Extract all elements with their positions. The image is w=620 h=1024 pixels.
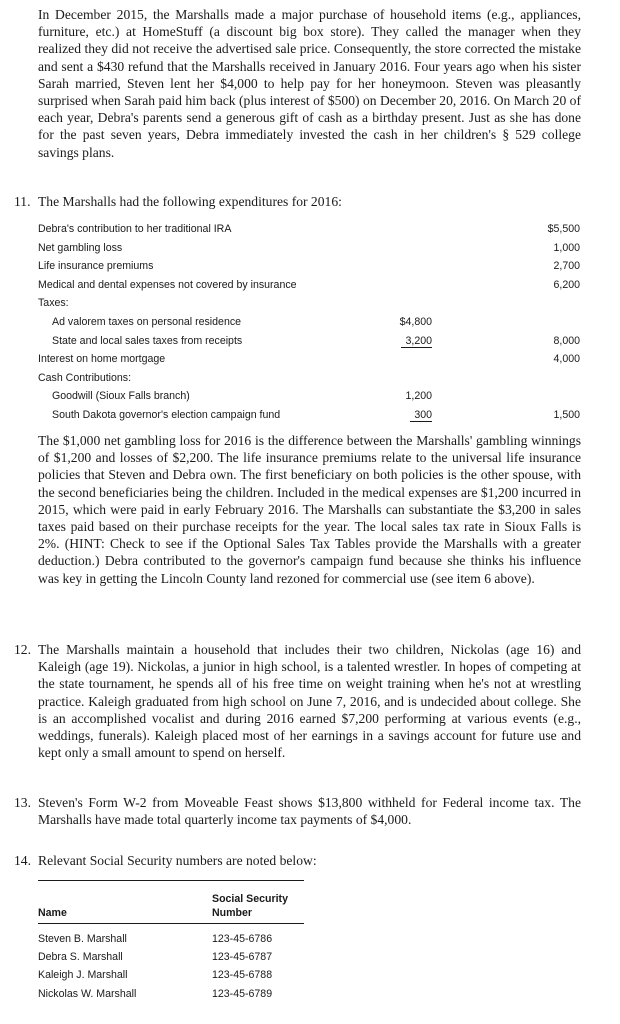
expenditure-subamount-value: 300 <box>410 409 432 422</box>
expenditure-label: Cash Contributions: <box>38 371 132 384</box>
expenditure-row <box>38 257 584 276</box>
expenditure-subamount: $4,800 <box>399 315 432 328</box>
item-12 <box>14 641 581 761</box>
expenditure-label: Interest on home mortgage <box>38 353 166 366</box>
ssn-table-header <box>38 881 304 923</box>
ssn-table-body <box>38 924 304 1003</box>
expenditure-row <box>38 387 584 406</box>
expenditure-amount: $5,500 <box>547 223 580 235</box>
ssn-value: 123-45-6789 <box>212 987 273 1000</box>
ssn-table <box>38 880 304 1003</box>
item-11-lead: The Marshalls had the following expenditures for 2016: <box>38 194 342 209</box>
expenditures-table <box>38 220 584 425</box>
header-name: Name <box>38 907 67 919</box>
expenditure-amount: 1,500 <box>553 408 580 421</box>
expenditure-label: State and local sales taxes from receipts <box>52 334 243 347</box>
header-ssn-line2: Number <box>212 907 253 919</box>
expenditure-row <box>38 239 584 258</box>
expenditure-subamount-underlined <box>390 332 432 351</box>
table-row <box>38 930 304 948</box>
item-number: 12. <box>14 642 31 657</box>
expenditure-amount: 8,000 <box>553 334 580 347</box>
item-12-text: The Marshalls maintain a household that includes their two children, Nickolas (age 16) and Kaleigh (age 19). Nickolas, a junior in high school, is a talented wrestler. In hopes of competing at the state tournament, he spends all of his free time on weight training when he's not at wrestling practice. Kaleigh graduated from high school on June 7, 2016, and is undecided about college. She is an accomplished vocalist and during 2016 earned $7,200 performing at various events (e.g., weddings, funerals). Kaleigh placed most of her earnings in a savings account for future use and kept only a small amount to spend on herself. <box>38 642 581 761</box>
item-13-text: Steven's Form W-2 from Moveable Feast shows $13,800 withheld for Federal income tax. The Marshalls have made total quarterly income tax payments of $4,000. <box>38 795 581 828</box>
ssn-value: 123-45-6786 <box>212 933 273 945</box>
expenditure-subamount-value: 3,200 <box>401 335 432 348</box>
expenditure-amount: 4,000 <box>553 353 580 366</box>
expenditure-label: Debra's contribution to her traditional IRA <box>38 223 232 235</box>
expenditure-label: Life insurance premiums <box>38 260 154 273</box>
expenditure-label: South Dakota governor's election campaign fund <box>52 408 281 421</box>
item-13 <box>14 794 581 828</box>
person-name: Steven B. Marshall <box>38 933 127 945</box>
expenditure-amount: 2,700 <box>553 260 580 273</box>
table-row <box>38 985 304 1003</box>
person-name: Kaleigh J. Marshall <box>38 969 128 982</box>
expenditure-label: Net gambling loss <box>38 241 123 254</box>
header-ssn-line1: Social Security <box>212 893 288 905</box>
item-number: 13. <box>14 795 31 810</box>
item-14 <box>14 852 581 869</box>
person-name: Debra S. Marshall <box>38 951 123 964</box>
header-ssn <box>212 892 288 920</box>
ssn-value: 123-45-6787 <box>212 951 273 964</box>
item-number: 11. <box>14 194 31 209</box>
ssn-value: 123-45-6788 <box>212 969 273 982</box>
item-14-text: Relevant Social Security numbers are noted below: <box>38 853 317 868</box>
expenditure-row <box>38 220 584 239</box>
item-11-heading <box>14 193 581 210</box>
expenditure-row <box>38 276 584 295</box>
expenditure-label: Medical and dental expenses not covered by insurance <box>38 278 297 291</box>
intro-paragraph: In December 2015, the Marshalls made a major purchase of household items (e.g., appliances, furniture, etc.) at HomeStuff (a discount big box store). They called the manager when they realized they did not receive the advertised sale price. Consequently, the store corrected the mistake and sent a $430 refund that the Marshalls received in January 2016. Four years ago when his sister Sarah married, Steven lent her $4,000 to help pay for her honeymoon. Steven was pleasantly surprised when Sarah paid him back (plus interest of $500) on December 20, 2016. On March 20 of each year, Debra's parents send a generous gift of cash as a birthday present. Just as she has done for the past seven years, Debra immediately invested the cash in her children's § 529 college savings plans. <box>38 7 581 160</box>
expenditure-label: Goodwill (Sioux Falls branch) <box>52 390 190 403</box>
expenditure-amount: 6,200 <box>553 278 580 291</box>
expenditure-label: Ad valorem taxes on personal residence <box>52 315 242 328</box>
expenditure-row <box>38 406 584 425</box>
expenditure-subamount-underlined <box>390 406 432 425</box>
item-11-explanation: The $1,000 net gambling loss for 2016 is the difference between the Marshalls' gambling winnings of $1,200 and losses of $2,200. The life insurance premiums relate to the universal life insurance policies that Steven and Debra own. The first beneficiary on both policies is the other spouse, with the second beneficiaries being the children. Included in the medical expenses are $1,200 incurred in 2015, which were paid in early February 2016. The Marshalls can substantiate the $3,200 in sales taxes paid based on their purchase receipts for the year. The local sales tax rate in Sioux Falls is 2%. (HINT: Check to see if the Optional Sales Tax Tables provide the Marshalls with a greater deduction.) Debra contributed to the governor's campaign fund because she thinks his influence was key in getting the Lincoln County land rezoned for commercial use (see item 6 above). <box>38 433 581 586</box>
expenditure-row <box>38 350 584 369</box>
expenditure-row <box>38 332 584 351</box>
item-number: 14. <box>14 853 31 868</box>
table-row <box>38 966 304 984</box>
person-name: Nickolas W. Marshall <box>38 987 137 1000</box>
expenditure-amount: 1,000 <box>553 241 580 254</box>
expenditure-subamount: 1,200 <box>405 390 432 403</box>
expenditure-row <box>38 369 584 388</box>
expenditure-label: Taxes: <box>38 297 69 310</box>
expenditure-row <box>38 313 584 332</box>
table-row <box>38 948 304 966</box>
expenditure-row <box>38 294 584 313</box>
